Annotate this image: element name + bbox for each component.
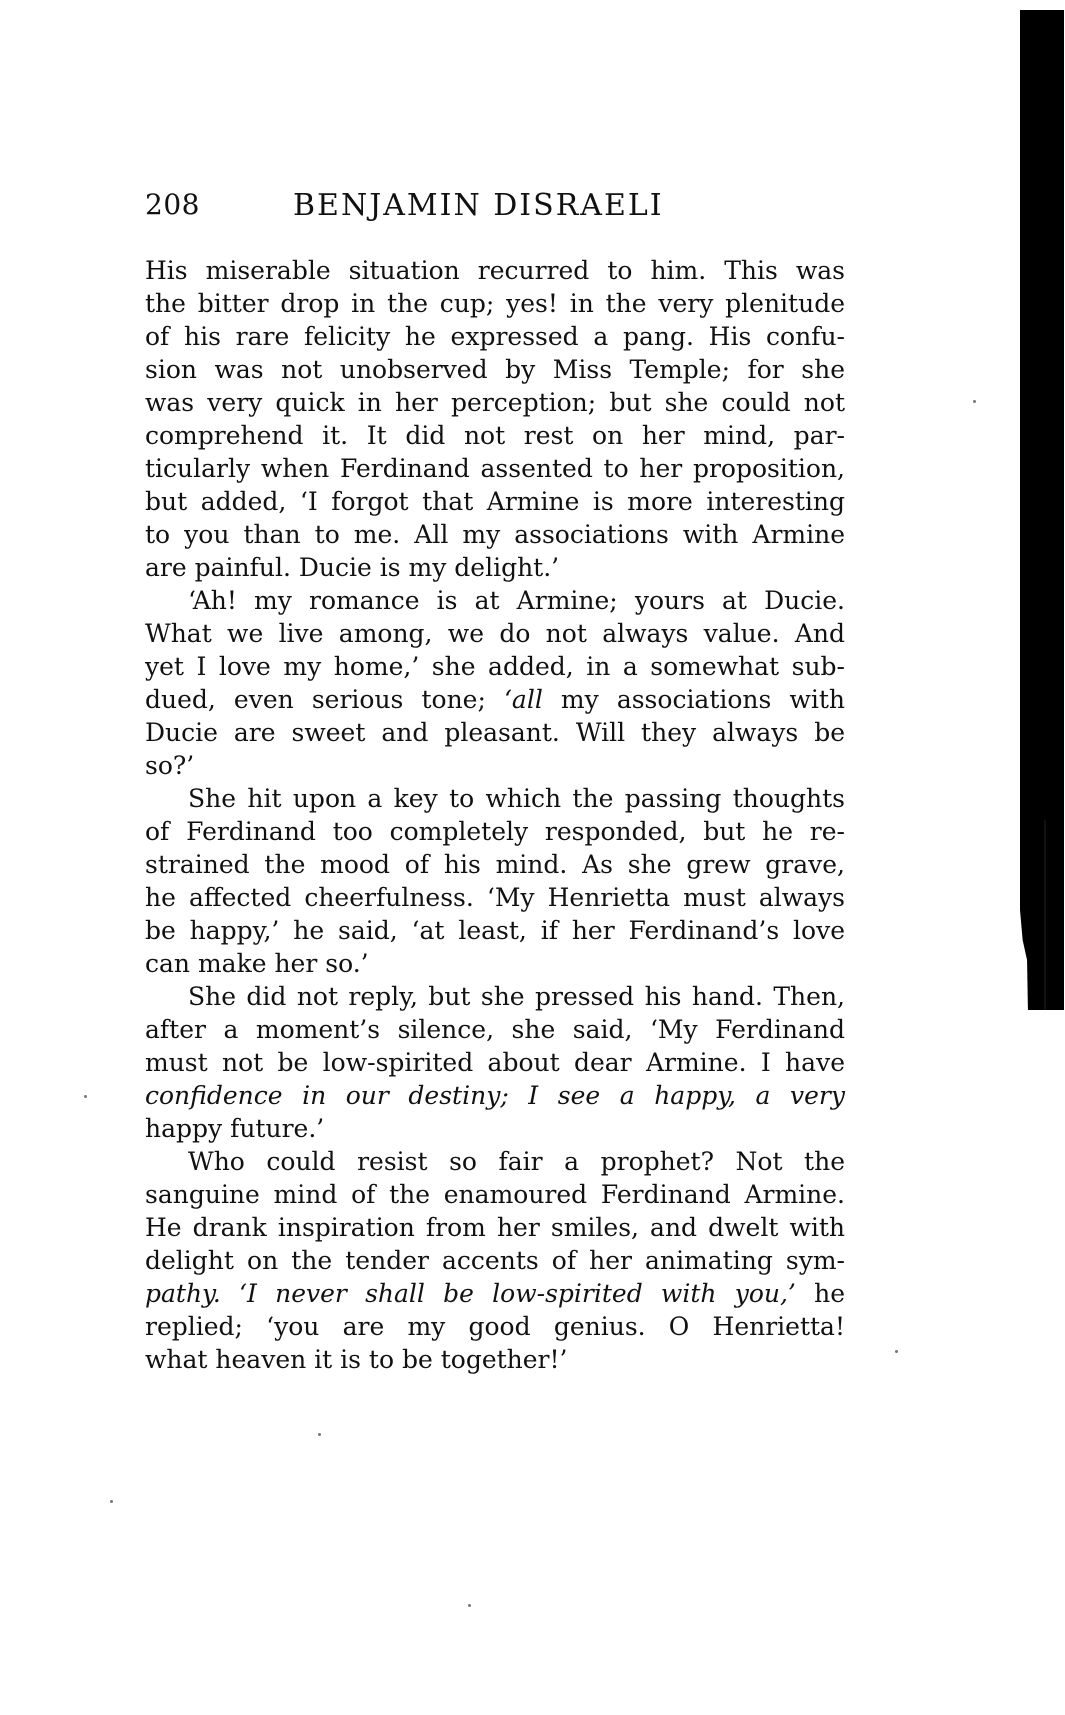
text-line: replied; ‘you are my good genius. O Henrietta! xyxy=(145,1312,845,1341)
text-line: ‘Ah! my romance is at Armine; yours at Ducie. xyxy=(188,586,845,615)
text-line: delight on the tender accents of her animating sym- xyxy=(145,1246,845,1275)
italic-segment: ‘I never shall be low-spirited with you,’ xyxy=(239,1279,796,1308)
text-line: ticularly when Ferdinand assented to her proposition, xyxy=(145,454,845,483)
binding-shadow xyxy=(1020,10,1064,1010)
italic-segment: ‘all xyxy=(503,685,543,714)
text-line: must not be low-spirited about dear Armine. I have xyxy=(145,1048,845,1077)
text-line: confidence in our destiny; I see a happy, a very xyxy=(145,1081,845,1110)
text-line: sion was not unobserved by Miss Temple; for she xyxy=(145,355,845,384)
paper-speck xyxy=(110,1500,113,1503)
text-line: She did not reply, but she pressed his hand. Then, xyxy=(188,982,845,1011)
text-segment: my associations with xyxy=(542,685,845,714)
text-line: can make her so.’ xyxy=(145,949,369,978)
text-line: strained the mood of his mind. As she grew grave, xyxy=(145,850,845,879)
text-line: of his rare felicity he expressed a pang. His confu- xyxy=(145,322,845,351)
binding-edge-line xyxy=(1044,820,1046,1010)
text-line: sanguine mind of the enamoured Ferdinand Armine. xyxy=(145,1180,845,1209)
text-line: comprehend it. It did not rest on her mind, par- xyxy=(145,421,845,450)
text-line: happy future.’ xyxy=(145,1114,325,1143)
text-line: be happy,’ he said, ‘at least, if her Ferdinand’s love xyxy=(145,916,845,945)
text-line: Who could resist so fair a prophet? Not the xyxy=(188,1147,845,1176)
text-line: to you than to me. All my associations with Armine xyxy=(145,520,845,549)
paper-speck xyxy=(973,400,976,403)
text-line: He drank inspiration from her smiles, and dwelt with xyxy=(145,1213,845,1242)
text-line: the bitter drop in the cup; yes! in the very plenitude xyxy=(145,289,845,318)
page-header xyxy=(145,188,845,232)
text-segment: he xyxy=(795,1279,846,1308)
text-line: but added, ‘I forgot that Armine is more interesting xyxy=(145,487,845,516)
paper-speck xyxy=(895,1350,898,1353)
text-line: of Ferdinand too completely responded, but he re- xyxy=(145,817,845,846)
text-line: She hit upon a key to which the passing thoughts xyxy=(188,784,845,813)
text-line: after a moment’s silence, she said, ‘My Ferdinand xyxy=(145,1015,845,1044)
paper-speck xyxy=(318,1433,321,1436)
text-line: Ducie are sweet and pleasant. Will they always be xyxy=(145,718,845,747)
text-line: His miserable situation recurred to him. This was xyxy=(145,256,845,285)
text-line: so?’ xyxy=(145,751,195,780)
page-number: 208 xyxy=(145,188,200,221)
text-line xyxy=(145,1277,845,1310)
italic-segment: pathy. xyxy=(145,1279,221,1308)
text-line: was very quick in her perception; but she could not xyxy=(145,388,845,417)
running-head: BENJAMIN DISRAELI xyxy=(293,188,664,223)
text-line: What we live among, we do not always value. And xyxy=(145,619,845,648)
text-line: are painful. Ducie is my delight.’ xyxy=(145,553,560,582)
text-line: yet I love my home,’ she added, in a somewhat sub- xyxy=(145,652,845,681)
text-segment: dued, even serious tone; xyxy=(145,685,486,714)
paper-speck xyxy=(468,1604,471,1607)
text-line: he affected cheerfulness. ‘My Henrietta must always xyxy=(145,883,845,912)
text-line: what heaven it is to be together!’ xyxy=(145,1345,568,1374)
paper-speck xyxy=(84,1095,87,1098)
body-text xyxy=(145,254,845,1376)
text-line xyxy=(145,683,845,716)
